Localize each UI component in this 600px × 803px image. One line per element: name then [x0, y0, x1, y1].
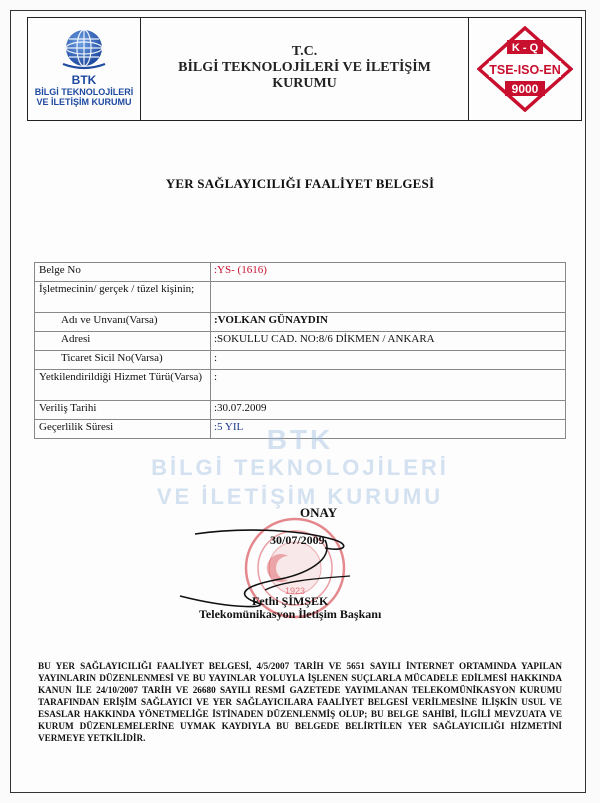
table-row — [35, 351, 566, 370]
table-row — [35, 282, 566, 313]
row-label: Ticaret Sicil No(Varsa) — [35, 351, 211, 370]
letterhead — [27, 17, 582, 121]
table-row — [35, 332, 566, 351]
row-label: İşletmecinin/ gerçek / tüzel kişinin; — [35, 282, 211, 313]
approval-label: ONAY — [300, 505, 338, 520]
holder-address: :SOKULLU CAD. NO:8/6 DİKMEN / ANKARA — [211, 332, 566, 351]
table-row — [35, 263, 566, 282]
watermark-line1: BTK — [266, 424, 334, 455]
row-value — [211, 282, 566, 313]
certificate-number: :YS- (1616) — [211, 263, 566, 282]
row-label: Yetkilendirildiği Hizmet Türü(Varsa) — [35, 370, 211, 401]
table-row — [35, 401, 566, 420]
row-value: : — [211, 370, 566, 401]
row-label: Adı ve Unvanı(Varsa) — [35, 313, 211, 332]
row-value: : — [211, 351, 566, 370]
tse-logo-cell — [468, 18, 581, 120]
logo-name-line2: VE İLETİŞİM KURUMU — [36, 97, 132, 107]
tse-middle-text: TSE-ISO-EN — [489, 63, 561, 77]
header-line3: KURUMU — [272, 76, 337, 91]
table-row — [35, 370, 566, 401]
tse-bottom-text: 9000 — [511, 82, 539, 96]
signer-name: Fethi ŞİMŞEK — [252, 594, 329, 608]
letterhead-title — [141, 18, 468, 120]
row-label: Belge No — [35, 263, 211, 282]
approval-date: 30/07/2009 — [270, 533, 325, 547]
seal-year: 1923 — [284, 586, 306, 596]
row-label: Geçerlilik Süresi — [35, 420, 211, 439]
header-line2: BİLGİ TEKNOLOJİLERİ VE İLETİŞİM — [178, 60, 431, 75]
btk-logo-cell — [28, 18, 141, 120]
row-label: Adresi — [35, 332, 211, 351]
btk-logo — [34, 26, 134, 116]
signer-title: Telekomünikasyon İletişim Başkanı — [199, 607, 382, 621]
validity-period: :5 YIL — [211, 420, 566, 439]
legal-footer-text: BU YER SAĞLAYICILIĞI FAALİYET BELGESİ, 4/5/2007 TARİH VE 5651 SAYILI İNTERNET ORTAMINDA YAPILAN YAYINLARIN DÜZENLENMESİ VE BU YAYINLAR YOLUYLA İŞLENEN SUÇLARLA MÜCADELE EDİLMESİ HAKKINDA KANUN İLE 24/10/2007 TARİH VE 26680 SAYILI RESMİ GAZETEDE YAYIMLANAN TELEKOMÜNİKASYON KURUMU TARAFINDAN ERİŞİM SAĞLAYICI VE YER SAĞLAYICILARA FAALİYET BELGESİ VERİLMESİNE İLİŞKİN USUL VE ESASLAR HAKKINDA YÖNETMELİĞE İSTİNADEN DÜZENLENMİŞ OLUP; BU BELGE SAHİBİ, İLGİLİ MEVZUATA VE KURUM DÜZENLEMELERİNE UYMAK KAYDIYLA BU BELGEDE BELİRTİLEN YER SAĞLAYICILIĞI HİZMETİNİ VERMEYE YETKİLİDİR. — [38, 661, 562, 743]
globe-icon — [59, 26, 109, 72]
row-label: Veriliş Tarihi — [35, 401, 211, 420]
tse-certification-logo — [477, 26, 573, 112]
watermark-line3: VE İLETİŞİM KURUMU — [156, 484, 444, 509]
header-line1: T.C. — [291, 44, 318, 59]
document-title: YER SAĞLAYICILIĞI FAALİYET BELGESİ — [165, 176, 435, 191]
watermark-line2: BİLGİ TEKNOLOJİLERİ — [151, 455, 449, 480]
tse-top-text: K - Q — [511, 42, 539, 54]
issue-date: :30.07.2009 — [211, 401, 566, 420]
certificate-details-table — [34, 262, 566, 439]
holder-name: :VOLKAN GÜNAYDIN — [211, 313, 566, 332]
table-row — [35, 313, 566, 332]
logo-abbreviation: BTK — [71, 73, 97, 87]
logo-name-line1: BİLGİ TEKNOLOJİLERİ — [34, 87, 134, 97]
